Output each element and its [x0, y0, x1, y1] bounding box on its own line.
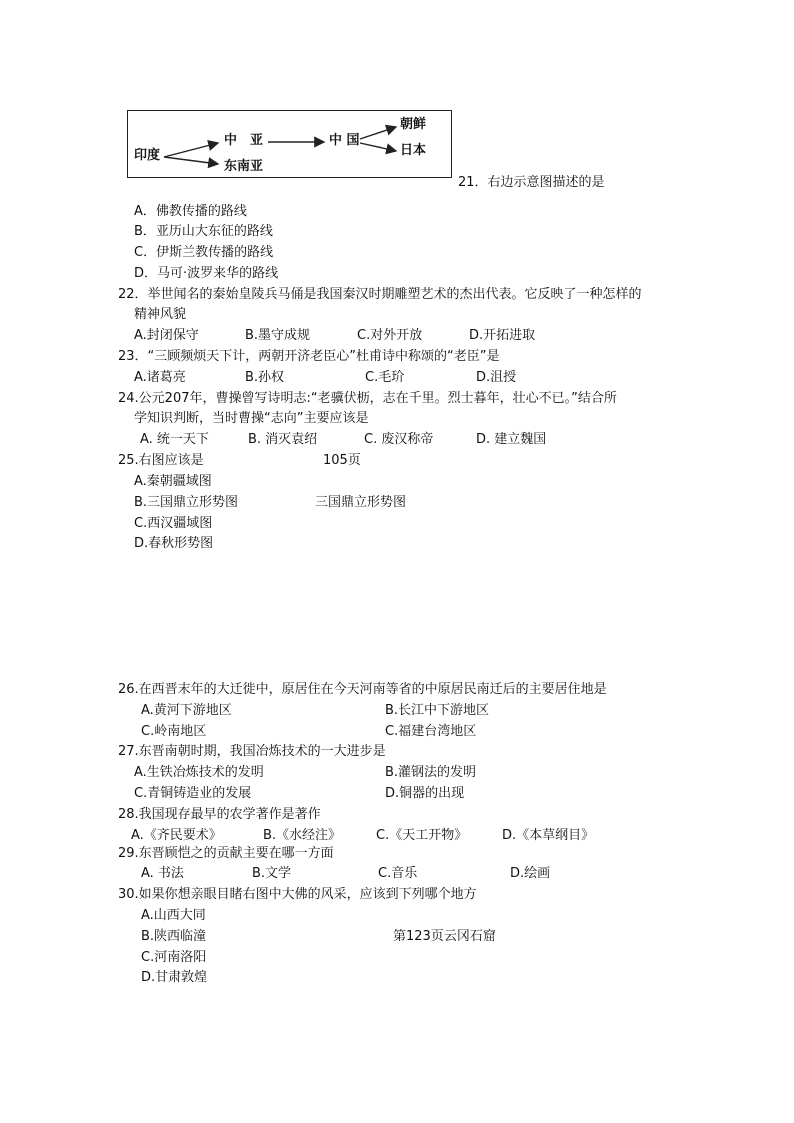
q21-option-d: D．马可·波罗来华的路线	[134, 266, 279, 281]
q27-option-c: C.青铜铸造业的发展	[134, 786, 252, 801]
q28-option-c: C.《天工开物》	[376, 828, 468, 843]
arrow-china-korea	[360, 127, 396, 139]
q30-option-c: C.河南洛阳	[141, 950, 207, 965]
q24-option-c: C. 废汉称帝	[364, 432, 434, 447]
q26-option-a: A.黄河下游地区	[141, 703, 232, 718]
q25-page-ref: 105页	[323, 453, 361, 468]
q25-option-d: D.春秋形势图	[134, 536, 214, 551]
q21-option-b: B．亚历山大东征的路线	[134, 224, 273, 239]
q30-stem: 30.如果你想亲眼目睹右图中大佛的风采，应该到下列哪个地方	[118, 887, 477, 902]
q28-option-a: A.《齐民要术》	[131, 828, 222, 843]
q26-stem: 26.在西晋末年的大迁徙中，原居住在今天河南等省的中原居民南迁后的主要居住地是	[118, 682, 607, 697]
node-china: 中 国	[329, 133, 360, 148]
q23-stem: 23．“三顾频烦天下计，两朝开济老臣心”杜甫诗中称颂的“老臣”是	[118, 349, 500, 364]
node-japan: 日本	[400, 143, 427, 158]
q23-option-b: B.孙权	[245, 370, 285, 385]
q25-option-b: B.三国鼎立形势图	[134, 495, 239, 510]
q25-stem: 25.右图应该是	[118, 453, 204, 468]
q26-option-c: C.岭南地区	[141, 724, 207, 739]
q22-option-a: A.封闭保守	[134, 328, 199, 343]
q30-option-d: D.甘肃敦煌	[141, 970, 208, 985]
q25-option-c: C.西汉疆域图	[134, 516, 213, 531]
q22-option-b: B.墨守成规	[245, 328, 311, 343]
q27-option-b: B.灌钢法的发明	[385, 765, 477, 780]
q29-option-c: C.音乐	[378, 866, 418, 881]
q21-stem: 21．右边示意图描述的是	[458, 175, 605, 190]
q24-stem-line1: 24.公元207年，曹操曾写诗明志:“老骥伏枥，志在千里。烈士暮年，壮心不已。”结合所	[118, 391, 617, 406]
arrow-china-japan	[360, 143, 396, 151]
node-southeast-asia: 东南亚	[224, 159, 264, 174]
q24-stem-line2: 学知识判断，当时曹操“志向”主要应该是	[134, 411, 369, 426]
arrow-india-central-asia	[164, 143, 218, 157]
q29-stem: 29.东晋顾恺之的贡献主要在哪一方面	[118, 846, 334, 861]
node-central-asia: 中 亚	[224, 133, 264, 148]
q21-option-c: C．伊斯兰教传播的路线	[134, 245, 274, 260]
node-korea: 朝鲜	[400, 117, 427, 132]
q23-option-d: D.沮授	[476, 370, 517, 385]
q29-option-d: D.绘画	[510, 866, 551, 881]
q24-option-a: A. 统一天下	[140, 432, 209, 447]
q28-stem: 28.我国现存最早的农学著作是著作	[118, 807, 321, 822]
q29-option-b: B.文学	[252, 866, 292, 881]
q26-option-d: C.福建台湾地区	[385, 724, 477, 739]
q24-option-d: D. 建立魏国	[476, 432, 547, 447]
q25-option-a: A.秦朝疆域图	[134, 474, 212, 489]
q24-option-b: B. 消灭袁绍	[248, 432, 318, 447]
q28-option-b: B.《水经注》	[263, 828, 342, 843]
q29-option-a: A. 书法	[141, 866, 184, 881]
q27-option-d: D.铜器的出现	[385, 786, 465, 801]
q28-option-d: D.《本草纲目》	[502, 828, 595, 843]
q22-option-d: D.开拓进取	[469, 328, 536, 343]
q26-option-b: B.长江中下游地区	[385, 703, 490, 718]
q27-stem: 27.东晋南朝时期，我国冶炼技术的一大进步是	[118, 744, 386, 759]
q25-side-note: 三国鼎立形势图	[315, 495, 407, 510]
q22-option-c: C.对外开放	[357, 328, 423, 343]
q30-side-note: 第123页云冈石窟	[393, 929, 496, 944]
q23-option-a: A.诸葛亮	[134, 370, 186, 385]
arrow-india-southeast-asia	[164, 157, 218, 164]
route-diagram	[127, 110, 452, 178]
q30-option-a: A.山西大同	[141, 908, 206, 923]
q23-option-c: C.毛玠	[365, 370, 405, 385]
q21-option-a: A．佛教传播的路线	[134, 204, 247, 219]
q22-stem-line1: 22．举世闻名的秦始皇陵兵马俑是我国秦汉时期雕塑艺术的杰出代表。它反映了一种怎样的	[118, 287, 642, 302]
q27-option-a: A.生铁冶炼技术的发明	[134, 765, 264, 780]
q30-option-b: B.陕西临潼	[141, 929, 207, 944]
q22-stem-line2: 精神风貌	[134, 307, 187, 322]
node-india: 印度	[134, 148, 161, 163]
